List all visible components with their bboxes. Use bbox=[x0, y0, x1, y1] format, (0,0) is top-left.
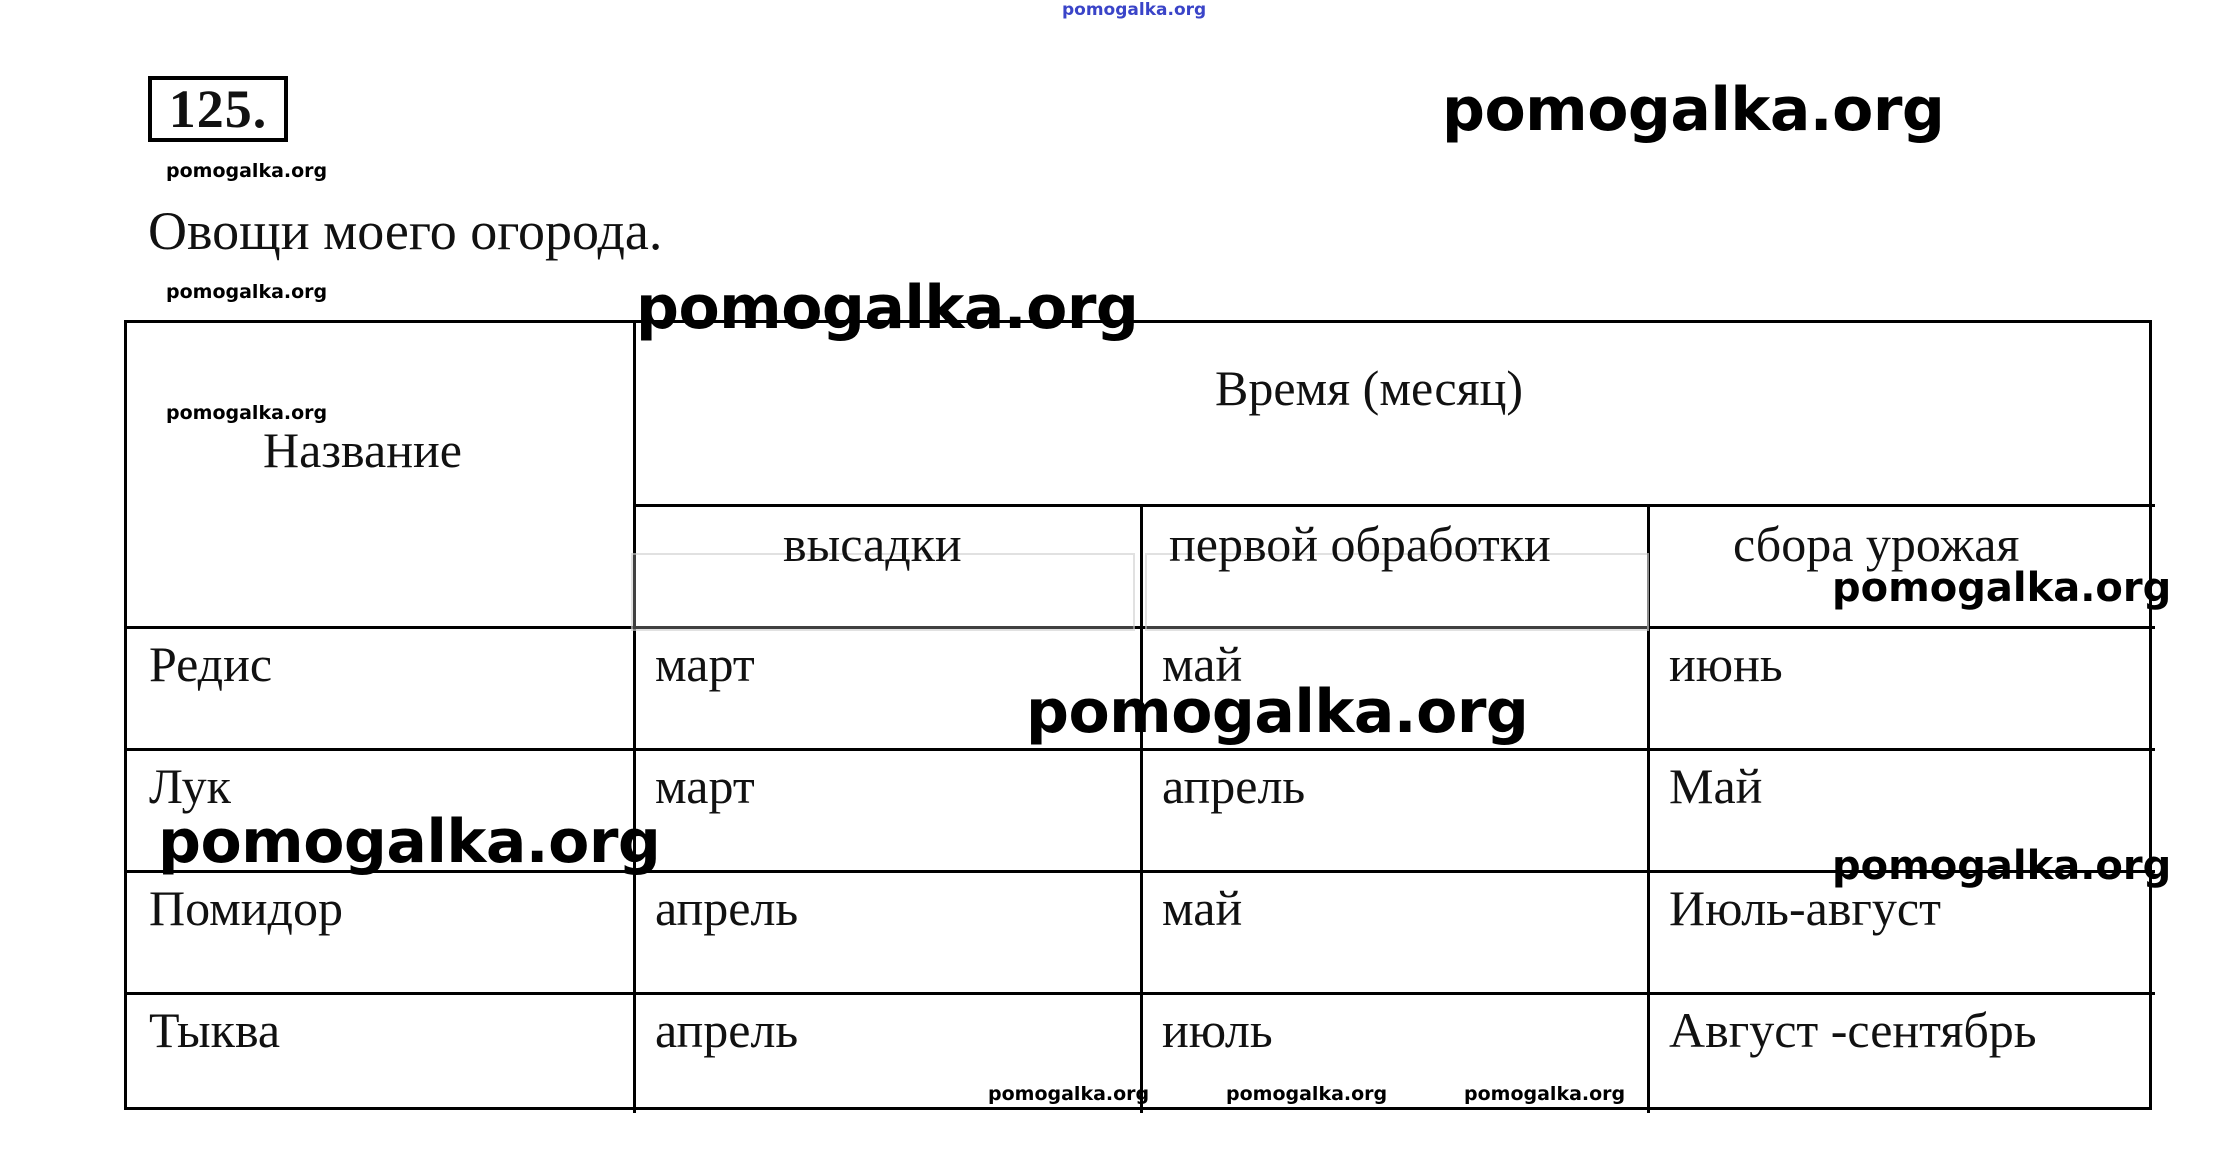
row4-planting: апрель bbox=[655, 1002, 799, 1058]
row1-harvest: июнь bbox=[1669, 636, 1783, 692]
small-watermark-5: pomogalka.org bbox=[1226, 1083, 1388, 1105]
header-name: Название bbox=[263, 422, 462, 478]
mid-watermark-2: pomogalka.org bbox=[1832, 843, 2172, 889]
row2-harvest: Май bbox=[1669, 758, 1763, 814]
small-watermark-4: pomogalka.org bbox=[988, 1083, 1150, 1105]
top-watermark: pomogalka.org bbox=[1062, 0, 1207, 20]
row1-first-treatment: май bbox=[1162, 636, 1243, 692]
row-divider-4 bbox=[127, 992, 2155, 995]
row4-first-treatment: июль bbox=[1162, 1002, 1273, 1058]
row2-first-treatment: апрель bbox=[1162, 758, 1306, 814]
row3-name: Помидор bbox=[149, 880, 343, 936]
subheader-harvest: сбора урожая bbox=[1733, 516, 2020, 572]
big-watermark-header: pomogalka.org bbox=[1442, 75, 1945, 145]
big-watermark-3: pomogalka.org bbox=[1026, 677, 1529, 747]
header-divider bbox=[633, 504, 2155, 507]
small-watermark-1: pomogalka.org bbox=[166, 160, 328, 182]
row4-name: Тыква bbox=[149, 1002, 281, 1058]
mid-watermark-1: pomogalka.org bbox=[1832, 565, 2172, 611]
row3-harvest: Июль-август bbox=[1669, 880, 1941, 936]
small-watermark-3: pomogalka.org bbox=[166, 402, 328, 424]
header-time: Время (месяц) bbox=[1215, 360, 1524, 416]
big-watermark-4: pomogalka.org bbox=[158, 807, 661, 877]
subheader-planting: высадки bbox=[783, 516, 962, 572]
page-title: Овощи моего огорода. bbox=[148, 201, 663, 261]
small-watermark-2: pomogalka.org bbox=[166, 281, 328, 303]
small-watermark-6: pomogalka.org bbox=[1464, 1083, 1626, 1105]
big-watermark-2: pomogalka.org bbox=[636, 273, 1139, 343]
row3-first-treatment: май bbox=[1162, 880, 1243, 936]
row1-name: Редис bbox=[149, 636, 273, 692]
row2-name: Лук bbox=[149, 758, 231, 814]
row4-harvest: Август -сентябрь bbox=[1669, 1002, 2037, 1058]
subheader-first-treatment: первой обработки bbox=[1169, 516, 1551, 572]
row1-planting: март bbox=[655, 636, 755, 692]
row2-planting: март bbox=[655, 758, 755, 814]
row-divider-1 bbox=[127, 626, 2155, 629]
row-divider-2 bbox=[127, 748, 2155, 751]
row3-planting: апрель bbox=[655, 880, 799, 936]
task-number-box: 125. bbox=[148, 76, 288, 142]
col-divider-2 bbox=[1140, 504, 1143, 1113]
